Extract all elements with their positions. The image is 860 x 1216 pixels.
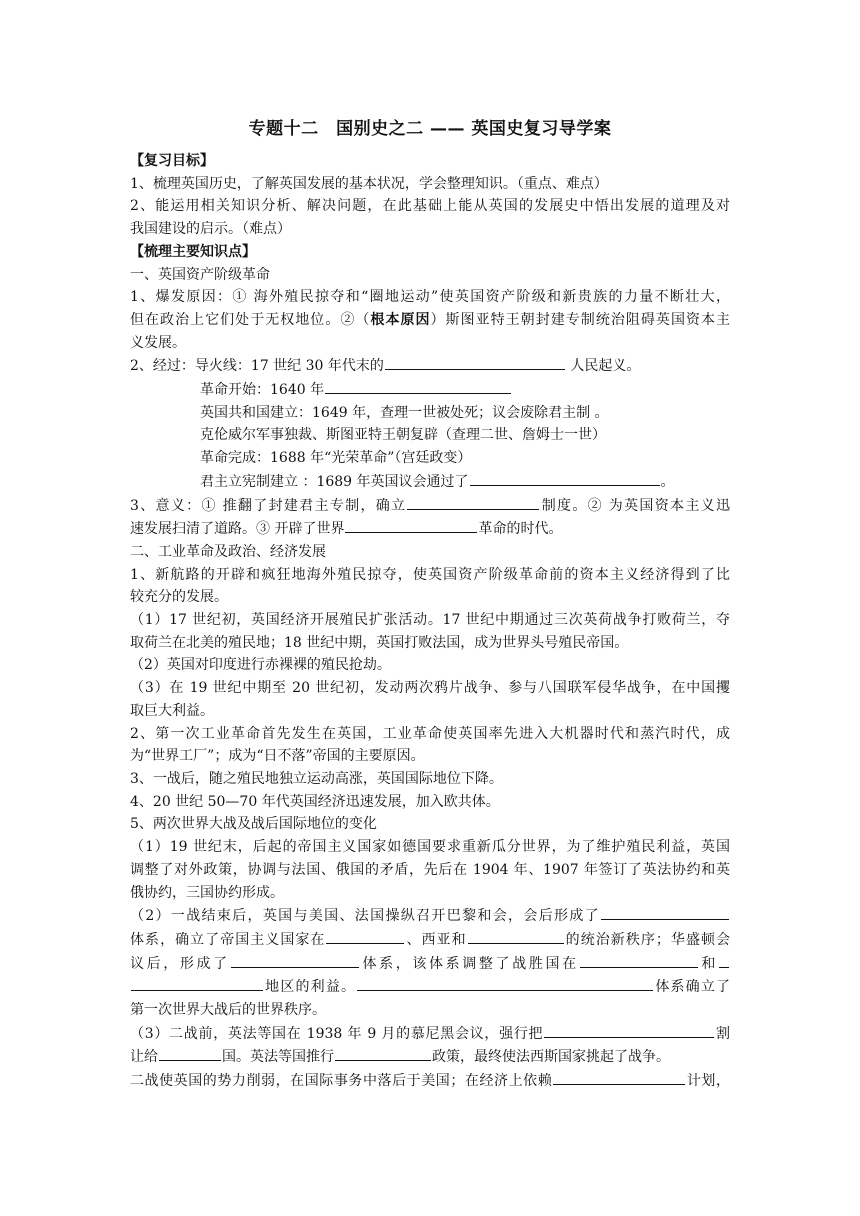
- p1-2: （2）英国对印度进行赤裸裸的殖民抢劫。: [130, 657, 391, 674]
- p2-line-1: 2、第一次工业革命首先发生在英国，工业革命使英国率先进入大机器时代和蒸汽时代，成: [130, 725, 730, 742]
- section-heading-knowledge: 【梳理主要知识点】: [130, 243, 256, 260]
- process-fuse: 2、经过：导火线：17 世纪 30 年代末的 人民起义。: [130, 354, 730, 378]
- fill-blank[interactable]: [719, 952, 729, 968]
- p5-1-line-2: 调整了对外政策，协调与法国、俄国的矛盾，先后在 1904 年、1907 年签订了英法协约和英: [130, 861, 730, 878]
- fill-blank[interactable]: [159, 1045, 221, 1061]
- fill-blank[interactable]: [470, 470, 660, 486]
- fill-blank[interactable]: [544, 1022, 714, 1038]
- p5-2-line-1: （2）一战结束后，英国与美国、法国操纵召开巴黎和会，会后形成了: [130, 904, 730, 928]
- goal-1: 1、梳理英国历史，了解英国发展的基本状况，学会整理知识。（重点、难点）: [130, 175, 608, 192]
- cause-line-2: 但在政治上它们处于无权地位。②（根本原因）斯图亚特王朝封建专制统治阻碍英国资本主: [130, 311, 731, 328]
- p5-2-line-4: 地区的利益。 体系确立了: [130, 975, 730, 999]
- p5-4-line-1: 二战使英国的势力削弱，在国际事务中落后于美国；在经济上依赖 计划，: [130, 1069, 730, 1093]
- fill-blank[interactable]: [357, 975, 653, 991]
- part-2-title: 二、工业革命及政治、经济发展: [130, 543, 326, 560]
- process-constitutional: 君主立宪制建立 ：1689 年英国议会通过了 。: [130, 470, 730, 494]
- p5-2-line-3: 议后，形成了 体系，该体系调整了战胜国在 和: [130, 952, 730, 976]
- p3: 3、一战后，随之殖民地独立运动高涨，英国国际地位下降。: [130, 770, 503, 787]
- fill-blank[interactable]: [326, 928, 404, 944]
- p1-1-line-1: （1）17 世纪初，英国经济开展殖民扩张活动。17 世纪中期通过三次英荷战争打败荷兰，夺: [130, 612, 730, 629]
- p5-3-line-1: （3）二战前，英法等国在 1938 年 9 月的慕尼黑会议，强行把 割: [130, 1022, 730, 1046]
- significance-line-1: 3、意义：① 推翻了封建君主专制，确立 制度。② 为英国资本主义迅: [130, 494, 730, 518]
- cause-line-3: 义发展。: [130, 334, 186, 351]
- process-republic: 英国共和国建立：1649 年，查理一世被处死；议会废除君主制 。: [200, 404, 609, 421]
- page-title: 专题十二 国别史之二 —— 英国史复习导学案: [248, 119, 612, 139]
- goal-2-line-1: 2、能运用相关知识分析、解决问题，在此基础上能从英国的发展史中悟出发展的道理及对: [130, 198, 730, 215]
- significance-line-2: 速发展扫清了道路。③ 开辟了世界 革命的时代。: [130, 517, 730, 541]
- fill-blank[interactable]: [131, 975, 263, 991]
- fill-blank[interactable]: [553, 1069, 685, 1085]
- p5-3-line-2: 让给 国。英法等国推行 政策，最终使法西斯国家挑起了战争。: [130, 1045, 730, 1069]
- part-1-title: 一、英国资产阶级革命: [130, 266, 270, 283]
- process-complete: 革命完成：1688 年“光荣革命”（宫廷政变）: [200, 450, 472, 467]
- document-body: [130, 150, 730, 1093]
- p4: 4、20 世纪 50—70 年代英国经济迅速发展，加入欧共体。: [130, 793, 500, 810]
- goal-2-line-2: 我国建设的启示。（难点）: [130, 221, 291, 238]
- p2-line-2: 为“世界工厂”；成为“日不落”帝国的主要原因。: [130, 748, 425, 765]
- p5-2-line-2: 体系，确立了帝国主义国家在 、西亚和 的统治新秩序；华盛顿会: [130, 928, 730, 952]
- p1-line-1: 1、新航路的开辟和疯狂地海外殖民掠夺，使英国资产阶级革命前的资本主义经济得到了比: [130, 566, 730, 583]
- fill-blank[interactable]: [345, 517, 477, 533]
- p5: 5、两次世界大战及战后国际地位的变化: [130, 816, 377, 833]
- process-start: 革命开始：1640 年: [130, 378, 730, 402]
- fill-blank[interactable]: [385, 354, 565, 370]
- fill-blank[interactable]: [325, 378, 511, 394]
- cause-line-1: 1、爆发原因：① 海外殖民掠夺和“圈地运动”使英国资产阶级和新贵族的力量不断壮大，: [130, 289, 730, 306]
- section-heading-goals: 【复习目标】: [130, 153, 214, 169]
- fill-blank[interactable]: [601, 904, 729, 920]
- fill-blank[interactable]: [407, 494, 539, 510]
- p1-3-line-1: （3）在 19 世纪中期至 20 世纪初，发动两次鸦片战争、参与八国联军侵华战争，在中国攫: [130, 680, 730, 697]
- p1-1-line-2: 取荷兰在北美的殖民地；18 世纪中期，英国打败法国，成为世界头号殖民帝国。: [130, 634, 629, 651]
- p1-3-line-2: 取巨大利益。: [130, 702, 214, 719]
- p5-1-line-1: （1）19 世纪末，后起的帝国主义国家如德国要求重新瓜分世界，为了维护殖民利益，英国: [130, 839, 730, 856]
- p5-1-line-3: 俄协约，三国协约形成。: [130, 884, 284, 901]
- process-dictatorship: 克伦威尔军事独裁、斯图亚特王朝复辟（查理二世、詹姆士一世）: [200, 427, 606, 444]
- fill-blank[interactable]: [335, 1045, 431, 1061]
- fill-blank[interactable]: [231, 952, 359, 968]
- fill-blank[interactable]: [468, 928, 564, 944]
- p5-2-line-5: 第一次世界大战后的世界秩序。: [130, 1002, 326, 1019]
- p1-line-2: 较充分的发展。: [130, 589, 228, 606]
- root-cause-label: 根本原因: [370, 311, 431, 328]
- fill-blank[interactable]: [580, 952, 698, 968]
